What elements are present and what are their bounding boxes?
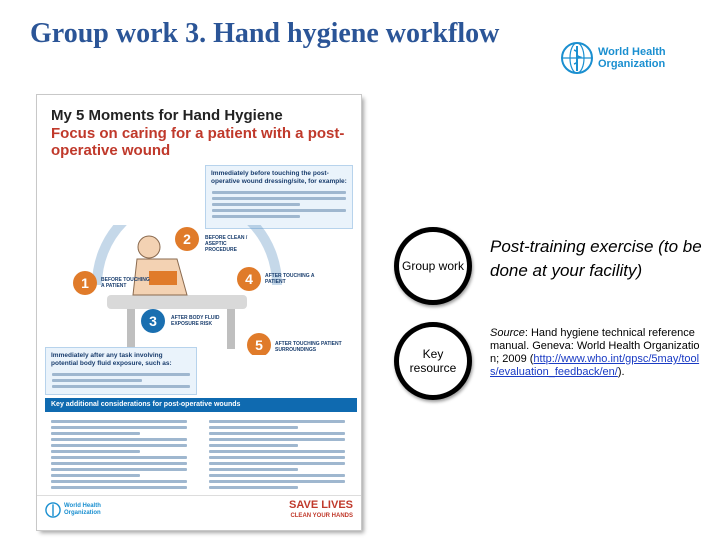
poster-who-line1: World Health [64,503,101,509]
clean-hands-text: CLEAN YOUR HANDS [290,513,353,519]
moment-4-label: AFTER TOUCHING A PATIENT [265,273,315,285]
poster-patient-illustration [37,225,361,355]
group-work-label: Group work [399,232,467,300]
moment-1-label: BEFORE TOUCHING A PATIENT [101,277,150,289]
slide-title: Group work 3. Hand hygiene workflow [30,18,500,49]
save-lives-logo [289,500,353,522]
key-resource-label: Key resource [399,327,467,395]
save-lives-text: SAVE LIVES [289,499,353,511]
svg-text:3: 3 [149,313,157,329]
poster-title: My 5 Moments for Hand Hygiene [51,107,283,124]
who-logo [560,38,710,78]
poster-who-logo [45,502,101,518]
poster-before-heading: Immediately before touching the post-operative wound dressing/site, for example: [211,170,347,185]
exercise-text: Post-training exercise (to be done at your facility) [490,237,702,280]
source-end: ). [617,366,625,378]
moment-3-label: AFTER BODY FLUID EXPOSURE RISK [171,315,220,327]
source-link[interactable]: http://www.who.int/gpsc/5may/tools/evaluation_feedback/en/ [490,353,700,378]
who-logo-line1: World Health [598,46,666,58]
svg-text:5: 5 [255,337,263,353]
poster-footer [37,495,361,530]
poster-considerations-band: Key additional considerations for post-operative wounds [45,398,357,412]
poster-who-emblem-icon [45,502,61,518]
who-emblem-icon [560,41,594,75]
poster-right-column [203,417,351,492]
poster-after-heading: Immediately after any task involving potential body fluid exposure, such as: [51,352,172,367]
moment-5-label: AFTER TOUCHING PATIENT SURROUNDINGS [275,341,342,353]
svg-text:2: 2 [183,231,191,247]
poster-left-column [45,417,193,492]
who-logo-line2: Organization [598,58,666,70]
hand-hygiene-poster [37,95,361,530]
poster-who-line2: Organization [64,510,101,516]
poster-subtitle: Focus on caring for a patient with a post-operative wound [51,125,345,159]
source-citation [490,327,705,379]
who-logo-text [598,46,666,70]
group-work-badge [394,227,472,305]
svg-text:4: 4 [245,271,253,287]
poster-before-box [205,165,353,229]
poster-after-box [45,347,197,395]
svg-text:1: 1 [81,275,89,291]
source-label: Source [490,327,525,339]
moment-2-label: BEFORE CLEAN / ASEPTIC PROCEDURE [205,235,248,253]
source-text: : Hand hygiene technical reference manual. Geneva: World Health Organization; 2009 ( [490,327,700,365]
key-resource-badge [394,322,472,400]
